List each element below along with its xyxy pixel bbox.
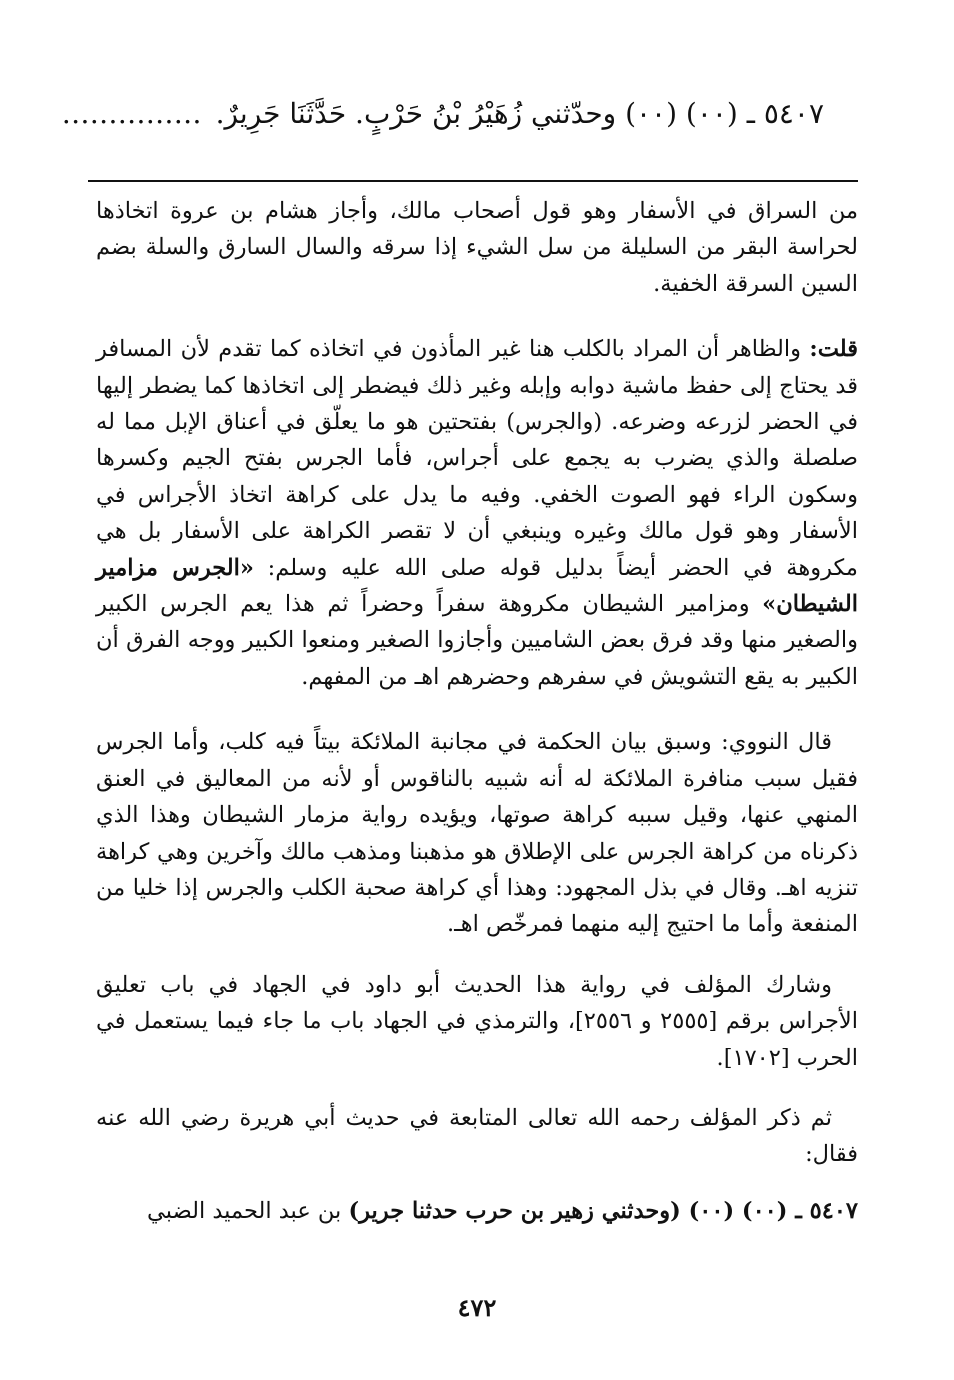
paragraph-6-rest: بن عبد الحميد الضبي [147, 1197, 349, 1224]
paragraph-3: قال النووي: وسبق بيان الحكمة في مجانبة الملائكة بيتاً فيه كلب، وأما الجرس فقيل سبب منافرة الملائكة له أنه شبيه بالناقوس أو لأنه من المعاليق في العنق المنهي عنها، وقيل سببه كراهة صوتها، ويؤيده رواية مزمار الشيطان وهذا الذي ذكرناه من كراهة الجرس على الإطلاق هو مذهبنا ومذهب مالك وآخرين وهي كراهة تنزيه اهـ. وقال في بذل المجهود: وهذا أي كراهة صحبة الكلب والجرس إذا خليا من المنفعة وأما ما احتيج إليه منهما فمرخّص اهـ. [96, 729, 858, 938]
paragraph-6 [96, 1193, 858, 1229]
paragraph-4: وشارك المؤلف في رواية هذا الحديث أبو داود في الجهاد في باب تعليق الأجراس برقم [٢٥٥٥ و ٢٥٥٦]، والترمذي في الجهاد باب ما جاء فيما يستعمل في الحرب [١٧٠٢]. [96, 971, 858, 1071]
hadith-quote: «الجرس مزامير الشيطان» [96, 554, 858, 618]
header-divider [88, 180, 858, 182]
paragraph-6-chain: ٥٤٠٧ ـ (٠٠) (٠٠) (وحدثني زهير بن حرب حدثنا جرير) [348, 1197, 858, 1224]
hadith-header [61, 92, 824, 136]
page-number: ٤٧٢ [457, 1293, 497, 1322]
paragraph-2-text-b: ومزامير الشيطان مكروهة سفراً وحضراً ثم هذا يعم الجرس الكبير والصغير منها وقد فرق بعض الشاميين وأجازوا الصغير ومنعوا الكبير ووجه الفرق أن الكبير به يقع التشويش في سفرهم وحضرهم اهـ من المفهم. [96, 591, 858, 690]
commentary-body [96, 193, 858, 1229]
paragraph-2 [96, 331, 858, 695]
paragraph-5: ثم ذكر المؤلف رحمه الله تعالى المتابعة في حديث أبي هريرة رضي الله عنه فقال: [96, 1104, 858, 1168]
paragraph-1: من السراق في الأسفار وهو قول أصحاب مالك، وأجاز هشام بن عروة اتخاذها لحراسة البقر من السليلة من سل الشيء إذا سرقه والسال السارق والسلة بضم السين السرقة الخفية. [96, 198, 858, 297]
hadith-header-text: ٥٤٠٧ ـ (٠٠) (٠٠) وحدّثني زُهَيْرُ بْنُ حَرْبٍ. حَدَّثَنَا جَرِيرٌ. [215, 97, 824, 130]
header-ellipsis: …………… [61, 97, 202, 130]
paragraph-2-text-a: والظاهر أن المراد بالكلب هنا غير المأذون في اتخاذه كما تقدم لأن المسافر قد يحتاج إلى حفظ ماشية دوابه وإبله وغير ذلك فيضطر إلى اتخاذها كما يضطر إليها في الحضر لزرعه وضرعه. (والجرس) بفتحتين هو ما يعلّق في أعناق الإبل مما له صلصلة والذي يضرب به يجمع على أجراس، فأما الجرس بفتح الجيم وكسرها وسكون الراء فهو الصوت الخفي. وفيه ما يدل على كراهة اتخاذ الأجراس في الأسفار وهو قول مالك وغيره وينبغي أن لا تقصر الكراهة على الأسفار بل هي مكروهة في الحضر أيضاً بدليل قوله صلى الله عليه وسلم: [96, 336, 858, 581]
paragraph-2-lead: قلت: [809, 336, 858, 363]
